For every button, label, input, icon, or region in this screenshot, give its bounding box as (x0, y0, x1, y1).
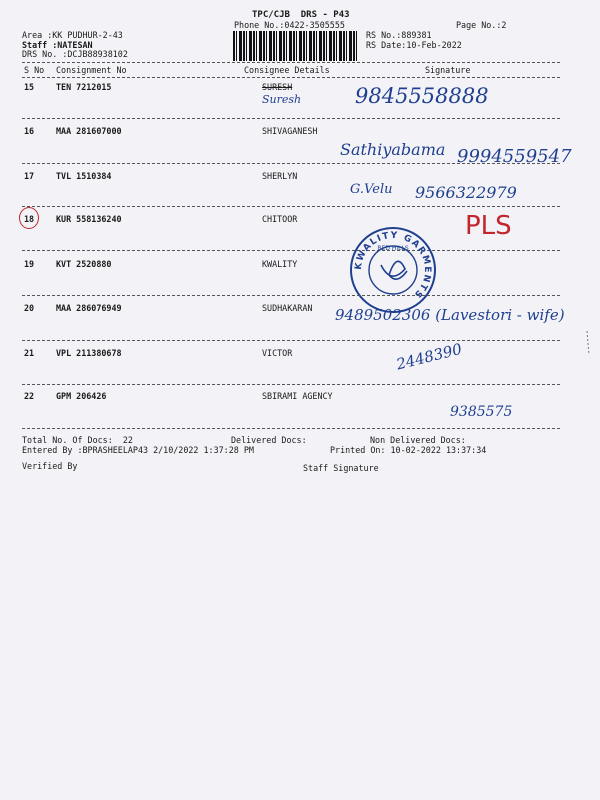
staff-signature: Staff Signature (303, 463, 379, 473)
handwritten-signature: 9994559547 (457, 146, 572, 167)
staff-label: Staff :NATESAN (22, 40, 93, 50)
total-docs: Total No. Of Docs: 22 (22, 435, 133, 445)
area-label: Area :KK PUDHUR-2-43 (22, 30, 123, 40)
document-title: TPC/CJB DRS - P43 (252, 10, 350, 20)
rs-date: RS Date:10-Feb-2022 (366, 40, 462, 50)
svg-text:RED HILLS: RED HILLS (377, 245, 409, 252)
col-header-consignee: Consignee Details (244, 65, 330, 75)
margin-mark (585, 331, 591, 355)
phone-number: Phone No.:0422-3505555 (234, 20, 345, 30)
row-consignment: MAA 281607000 (56, 126, 122, 136)
handwritten-signature: 9489502306 (Lavestori - wife) (335, 306, 565, 324)
row-consignee: SURESH (262, 82, 293, 92)
handwritten-signature: 9566322979 (415, 183, 517, 202)
row-sno: 22 (24, 391, 35, 401)
row-sno: 17 (24, 171, 35, 181)
handwritten-name: Suresh (262, 93, 302, 106)
divider-top (22, 62, 560, 63)
row-consignment: KUR 558136240 (56, 214, 122, 224)
row-divider (22, 340, 560, 341)
row-sno: 18 (24, 214, 35, 224)
row-sno: 16 (24, 126, 35, 136)
entered-by: Entered By :BPRASHEELAP43 2/10/2022 1:37:28 PM (22, 445, 254, 455)
handwritten-signature: 9845558888 (355, 84, 489, 108)
printed-on: Printed On: 10-02-2022 13:37:34 (330, 445, 487, 455)
row-divider (22, 118, 560, 119)
row-divider (22, 428, 560, 429)
row-divider (22, 295, 560, 296)
row-consignment: TEN 7212015 (56, 82, 112, 92)
row-consignment: KVT 2520880 (56, 259, 112, 269)
barcode (233, 31, 357, 61)
row-consignment: TVL 1510384 (56, 171, 112, 181)
row-consignee: KWALITY (262, 259, 298, 269)
row-divider (22, 206, 560, 207)
col-header-sno: S No (24, 65, 45, 75)
row-sno: 19 (24, 259, 35, 269)
page-number: Page No.:2 (456, 20, 507, 30)
handwritten-signature: 2448390 (394, 339, 464, 374)
handwritten-name: Sathiyabama (340, 140, 446, 159)
svg-text:KWALITY GARMENTS: KWALITY GARMENTS (353, 230, 433, 301)
handwritten-note: PLS (465, 211, 512, 241)
row-consignee: SHERLYN (262, 171, 298, 181)
row-consignment: GPM 206426 (56, 391, 107, 401)
handwritten-signature: 9385575 (450, 404, 513, 420)
row-consignee: SBIRAMI AGENCY (262, 391, 333, 401)
company-stamp (348, 225, 438, 315)
row-divider (22, 384, 560, 385)
row-consignee: SHIVAGANESH (262, 126, 318, 136)
handwritten-name: G.Velu (350, 182, 393, 197)
row-sno: 21 (24, 348, 35, 358)
row-sno: 20 (24, 303, 35, 313)
col-header-signature: Signature (425, 65, 471, 75)
non-delivered-docs: Non Delivered Docs: (370, 435, 466, 445)
drs-number: DRS No. :DCJB88938102 (22, 49, 128, 59)
row-consignment: MAA 286076949 (56, 303, 122, 313)
row-sno: 15 (24, 82, 35, 92)
row-consignment: VPL 211380678 (56, 348, 122, 358)
row-consignee: SUDHAKARAN (262, 303, 313, 313)
row-consignee: VICTOR (262, 348, 293, 358)
col-header-consignment: Consignment No (56, 65, 127, 75)
verified-by: Verified By (22, 461, 78, 471)
delivered-docs: Delivered Docs: (231, 435, 307, 445)
divider-header (22, 77, 560, 78)
row-consignee: CHITOOR (262, 214, 298, 224)
rs-number: RS No.:889381 (366, 30, 432, 40)
row-divider (22, 250, 560, 251)
row-divider (22, 163, 560, 164)
